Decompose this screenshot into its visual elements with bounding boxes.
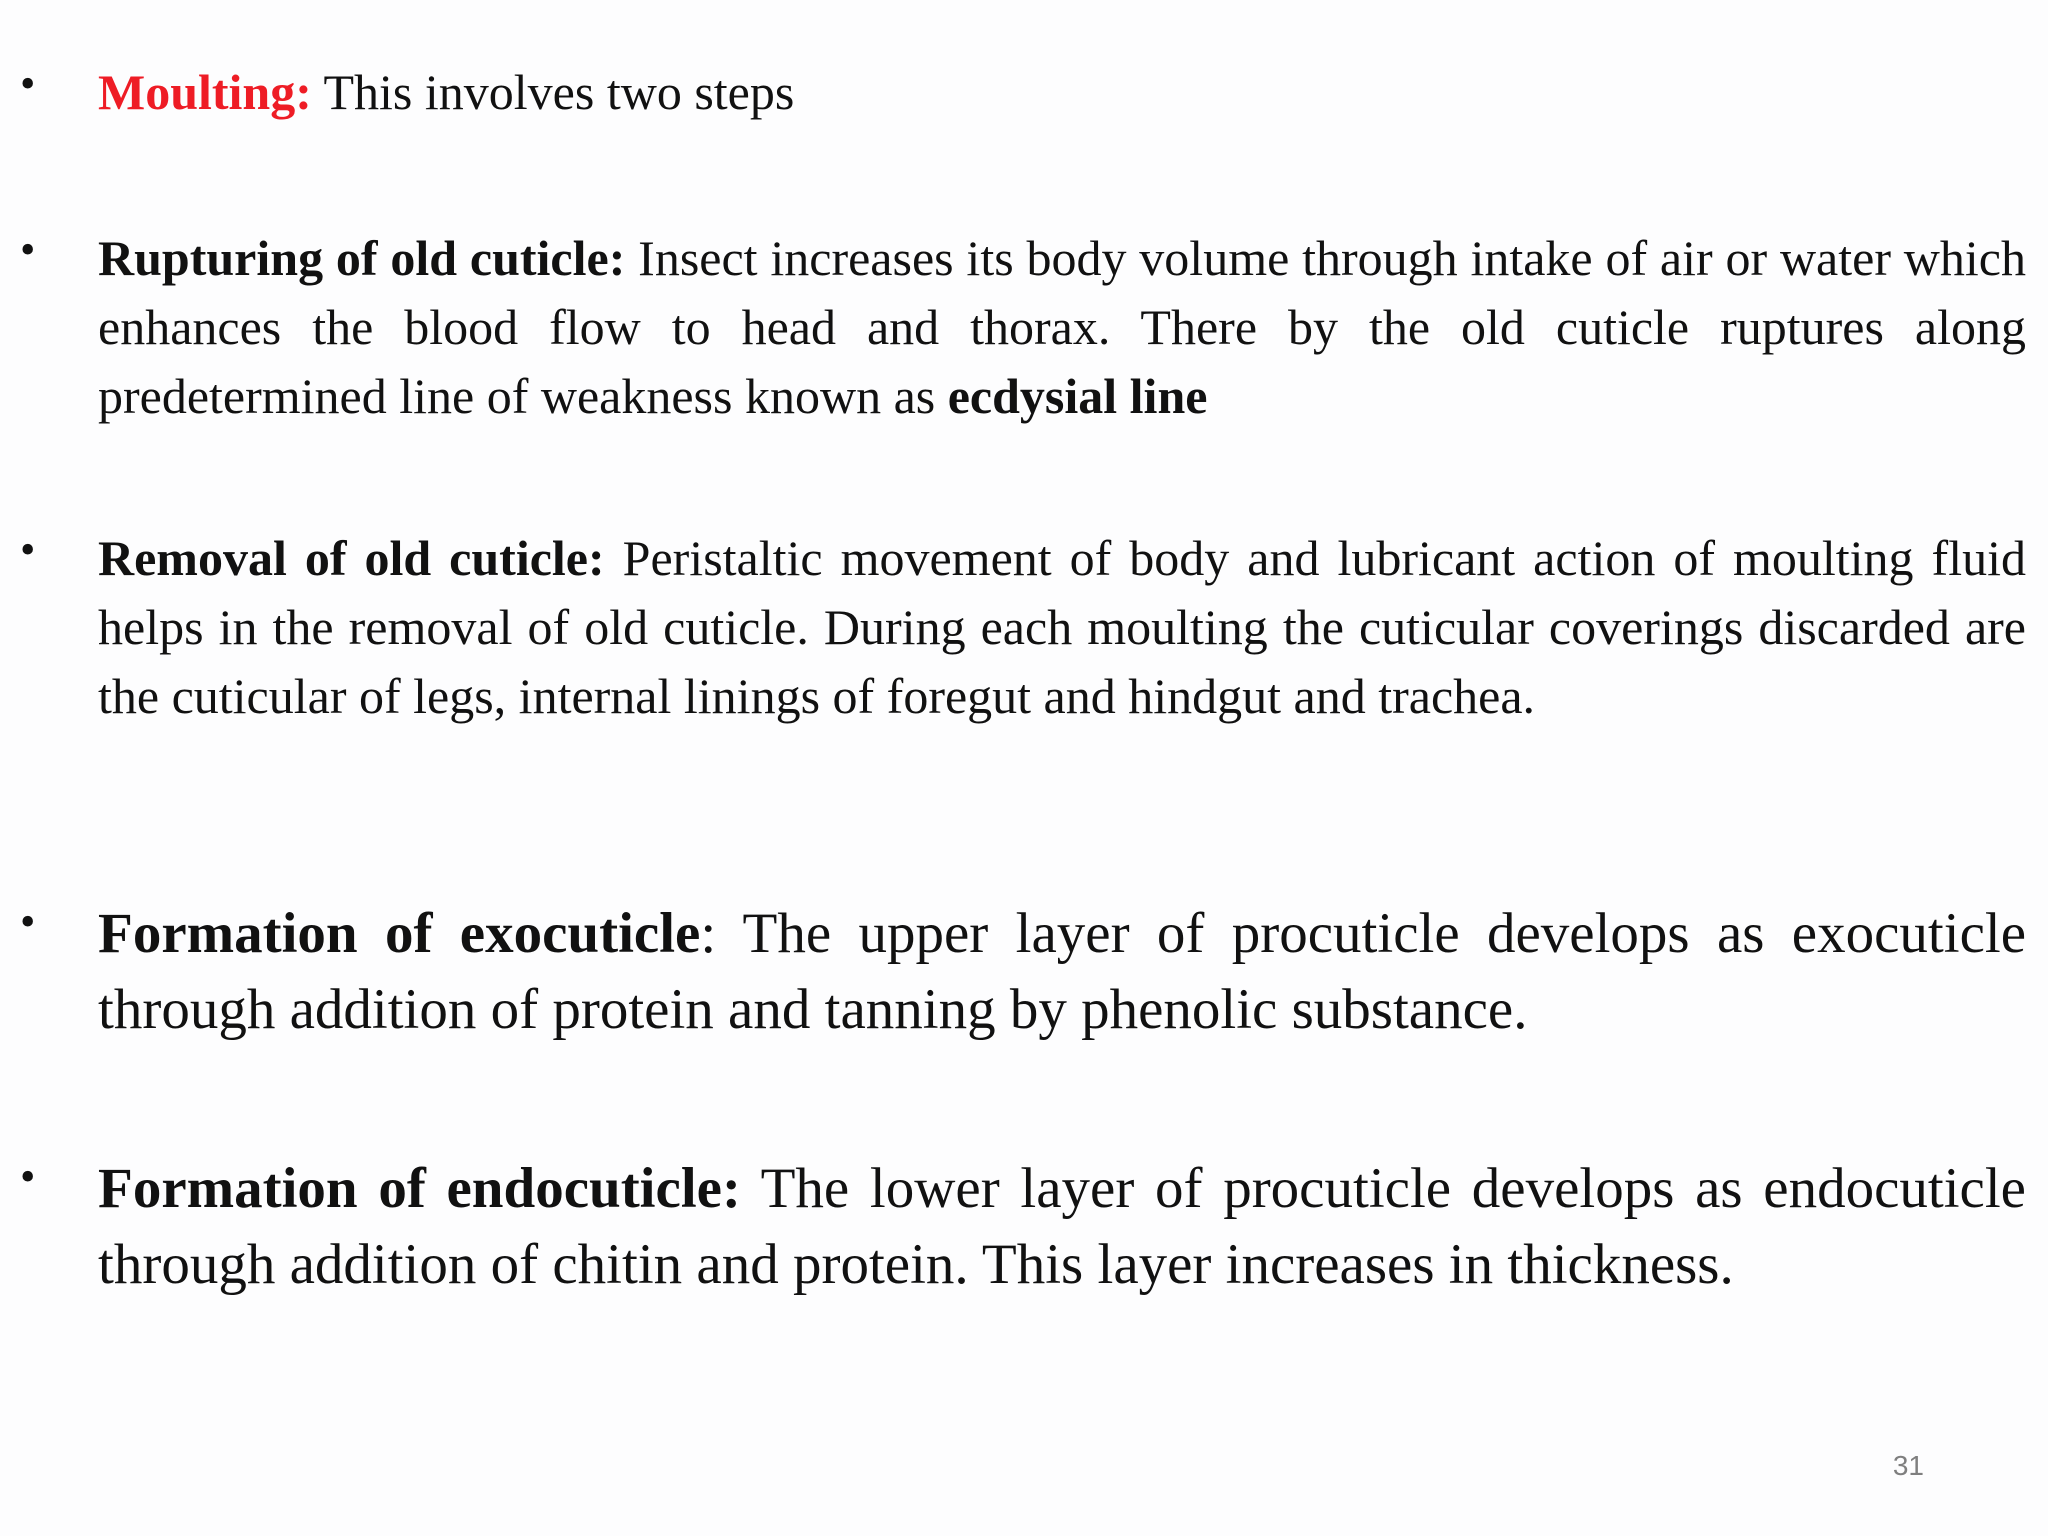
- bullet-body: This involves two steps: [311, 64, 795, 120]
- bullet-body: : The upper layer of procuticle develops as exocuticle through addition of protein and tanning by phenolic substance.: [98, 902, 2027, 1041]
- term-rupturing: Rupturing of old cuticle:: [98, 230, 626, 286]
- bullet-marker: •: [20, 525, 36, 574]
- bullet-marker: •: [20, 225, 36, 274]
- bullet-marker: •: [20, 59, 36, 108]
- bullet-text-endocuticle: [98, 1151, 2026, 1303]
- bullet-body: The lower layer of procuticle develops as endocuticle through addition of chitin and protein. This layer increases in thickness.: [98, 1157, 2026, 1296]
- term-exocuticle: Formation of exocuticle: [98, 902, 701, 965]
- page-number: 31: [1892, 1450, 1924, 1481]
- term-removal: Removal of old cuticle:: [98, 530, 605, 586]
- bullet-body: Insect increases its body volume through intake of air or water which enhances the blood flow to head and thorax. There by the old cuticle ruptures along predetermined line of weakness known as: [98, 230, 2026, 424]
- emphasis-ecdysial-line: ecdysial line: [947, 368, 1208, 424]
- bullet-text-exocuticle: [98, 896, 2026, 1048]
- term-moulting: Moulting:: [98, 64, 312, 120]
- bullet-text-removal: [98, 524, 2026, 731]
- bullet-body: Peristaltic movement of body and lubricant action of moulting fluid helps in the removal of old cuticle. During each moulting the cuticular coverings discarded are the cuticular of legs, internal linings of foregut and hindgut and trachea.: [98, 530, 2026, 724]
- bullet-text-rupturing: [98, 224, 2026, 431]
- bullet-marker: •: [20, 1152, 36, 1201]
- bullet-marker: •: [20, 897, 36, 946]
- term-endocuticle: Formation of endocuticle:: [98, 1157, 741, 1220]
- bullet-text-moulting: [98, 58, 2026, 127]
